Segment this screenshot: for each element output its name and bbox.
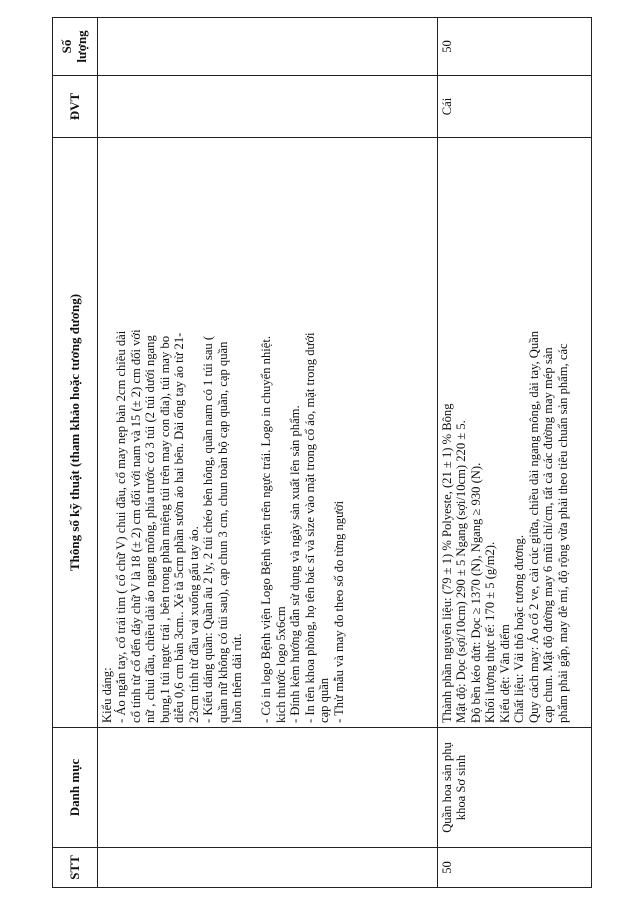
spec-line: Kiểu dáng: <box>100 667 114 723</box>
table-row <box>438 18 592 888</box>
spec-line: - Có in logo Bệnh viện Logo Bệnh viện trên ngực trái. Logo in chuyển nhiệt. <box>259 335 274 723</box>
spec-line: Khối lượng thực tế: 170 ± 5 (g/m2). <box>483 541 498 723</box>
spec-line: Mật độ: Dọc (sợi/10cm) 290 ± 5 Ngang (sợi/10cm) 220 ± 5. <box>454 420 469 723</box>
cell-dvt: Cái <box>438 76 592 138</box>
spec-line: Quy cách may: Áo cổ 2 ve, cài cúc giữa, chiều dài ngang mông, dài tay, Quần <box>526 330 541 723</box>
spec-line: - Kiểu dáng quần: Quần âu 2 ly, 2 túi chéo bên hông, quần nam có 1 túi sau ( <box>201 335 216 723</box>
spec-line: Thành phần nguyên liệu: (79 ± 1) % Polyeste, (21 ± 1) % Bông <box>440 403 454 723</box>
spec-line: cạp chun. Mật độ đường may 6 mũi chỉ/cm, tất cả các đường may mép sản <box>541 347 556 723</box>
spec-line: phẩm phải gấp, may đè mí, độ rộng vừa phải theo tiêu chuẩn sản phẩm, các <box>555 343 570 723</box>
spec-line: nữ , chui đầu, chiều dài áo ngang mông, phía trước có 3 túi (2 túi dưới ngang <box>143 335 158 723</box>
cell-spec <box>98 138 438 728</box>
spec-line: - Thử mẫu và may đo theo số đo từng người <box>331 500 346 723</box>
header-dvt: ĐVT <box>53 76 98 138</box>
rotated-table-frame <box>52 18 592 888</box>
cell-stt: 50 <box>438 848 592 888</box>
spec-line: Chất liệu: Vải thô hoặc tương đương. <box>512 535 527 723</box>
spec-line: 23cm tính từ đầu vai xuống gấu tay áo. <box>186 526 201 723</box>
table-row <box>98 18 438 888</box>
spec-line: cổ tính từ cổ đến đáy chữ V là 18 (± 2) cm đối với nam và 15 (± 2) cm đối với <box>128 329 143 723</box>
spec-line <box>245 142 259 723</box>
spec-line: - In tên khoa phòng, họ tên bác sĩ và size vào mặt trong cổ áo, mặt trong dưới <box>302 332 317 723</box>
header-danh-muc: Danh mục <box>53 728 98 848</box>
table-header-row <box>53 18 98 888</box>
spec-line: bụng,1 túi ngực trái , bên trong phần miệng túi trên may con đỉa), túi may bo <box>157 335 172 723</box>
spec-line: - Áo ngắn tay, cổ trái tim ( cổ chữ V) chui đầu, cổ may nẹp bản 2cm chiều dài <box>114 330 129 723</box>
spec-line: quần nữ không có túi sau), cạp chun 3 cm, chun toàn bộ cạp quần, cạp quần <box>215 341 230 723</box>
header-stt: STT <box>53 848 98 888</box>
cell-spec <box>438 138 592 728</box>
spec-line: luồn thêm dải rút. <box>230 633 245 723</box>
cell-stt <box>98 848 438 888</box>
header-so-luong: Số lượng <box>53 18 98 76</box>
cell-so-luong: 50 <box>438 18 592 76</box>
spec-line: diễu 0,6 cm bản 3cm.. Xẻ tà 5cm phần sườn áo hai bên. Dài ống tay áo từ 21- <box>172 332 187 723</box>
spec-line: cạp quần <box>317 677 332 723</box>
spec-line: Kiểu dệt: Vân điểm <box>497 624 512 723</box>
spec-line: - Đính kèm hướng dẫn sử dụng và ngày sản xuất lên sản phẩm. <box>288 405 303 723</box>
spec-line: kích thước logo 5x6cm <box>273 606 288 723</box>
spec-table <box>52 17 592 888</box>
cell-danh-muc <box>98 728 438 848</box>
cell-dvt <box>98 76 438 138</box>
header-thong-so: Thông số kỹ thuật (tham khảo hoặc tương đương) <box>53 138 98 728</box>
spec-line: Độ bền kéo đứt: Dọc ≥ 1370 (N), Ngang ≥ 930 (N). <box>468 462 483 723</box>
cell-so-luong <box>98 18 438 76</box>
cell-danh-muc: Quần hoa sản phụ khoa Sơ sinh <box>438 728 592 848</box>
